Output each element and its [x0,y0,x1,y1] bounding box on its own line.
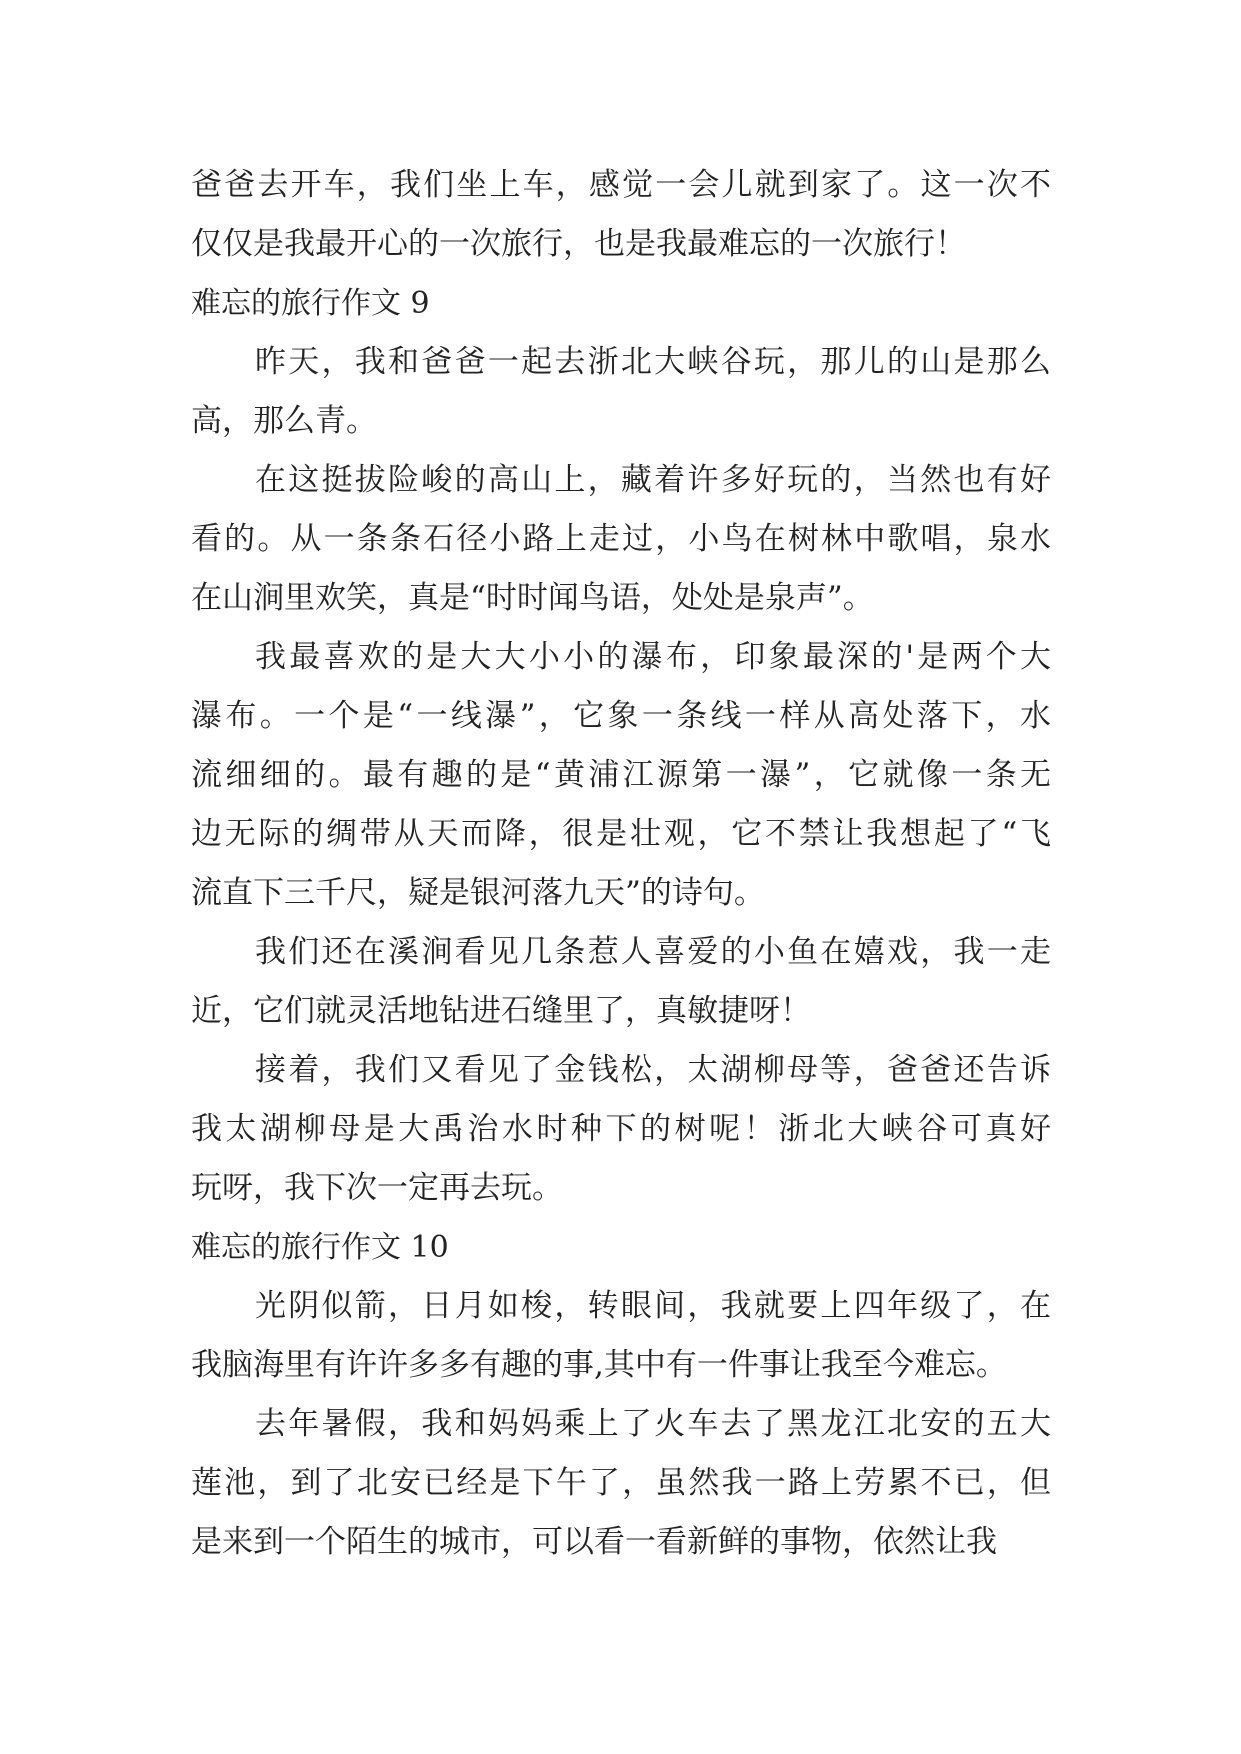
text-line: 去年暑假，我和妈妈乘上了火车去了黑龙江北安的五大 [255,1406,1051,1442]
text-line: 我们还在溪涧看见几条惹人喜爱的小鱼在嬉戏，我一走 [255,934,1051,970]
paragraph [191,923,1051,1041]
text-line: 玩呀，我下次一定再去玩。 [191,1170,563,1206]
section-heading [191,274,1051,333]
text-line: 我最喜欢的是大大小小的瀑布，印象最深的'是两个大 [255,639,1051,675]
heading-text: 难忘的旅行作文 9 [191,286,430,321]
paragraph [191,1395,1051,1572]
paragraph [191,451,1051,628]
document-body [191,156,1051,1572]
text-line: 在这挺拔险峻的高山上，藏着许多好玩的，当然也有好 [255,462,1051,498]
section-heading [191,1218,1051,1277]
paragraph [191,156,1051,274]
text-line: 爸爸去开车，我们坐上车，感觉一会儿就到家了。这一次不 [191,167,1051,203]
paragraph [191,1277,1051,1395]
paragraph [191,1041,1051,1218]
text-line: 看的。从一条条石径小路上走过，小鸟在树林中歌唱，泉水 [191,521,1051,557]
text-line: 流细细的。最有趣的是“黄浦江源第一瀑”，它就像一条无 [191,757,1051,793]
text-line: 边无际的绸带从天而降，很是壮观，它不禁让我想起了“飞 [191,816,1051,852]
text-line: 昨天，我和爸爸一起去浙北大峡谷玩，那儿的山是那么 [255,344,1051,380]
text-line: 仅仅是我最开心的一次旅行，也是我最难忘的一次旅行！ [191,226,966,262]
text-line: 是来到一个陌生的城市，可以看一看新鲜的事物，依然让我 [191,1524,997,1560]
text-line: 瀑布。一个是“一线瀑”，它象一条线一样从高处落下，水 [191,698,1051,734]
text-line: 我脑海里有许许多多有趣的事,其中有一件事让我至今难忘。 [191,1347,1007,1383]
paragraph [191,333,1051,451]
text-line: 接着，我们又看见了金钱松，太湖柳母等，爸爸还告诉 [255,1052,1051,1088]
heading-text: 难忘的旅行作文 10 [191,1230,449,1265]
text-line: 流直下三千尺，疑是银河落九天”的诗句。 [191,875,765,911]
text-line: 莲池，到了北安已经是下午了，虽然我一路上劳累不已，但 [191,1465,1051,1501]
text-line: 光阴似箭，日月如梭，转眼间，我就要上四年级了，在 [255,1288,1051,1324]
paragraph [191,628,1051,923]
text-line: 在山涧里欢笑，真是“时时闻鸟语，处处是泉声”。 [191,580,874,616]
text-line: 近，它们就灵活地钻进石缝里了，真敏捷呀！ [191,993,811,1029]
text-line: 高，那么青。 [191,403,377,439]
text-line: 我太湖柳母是大禹治水时种下的树呢！浙北大峡谷可真好 [191,1111,1051,1147]
